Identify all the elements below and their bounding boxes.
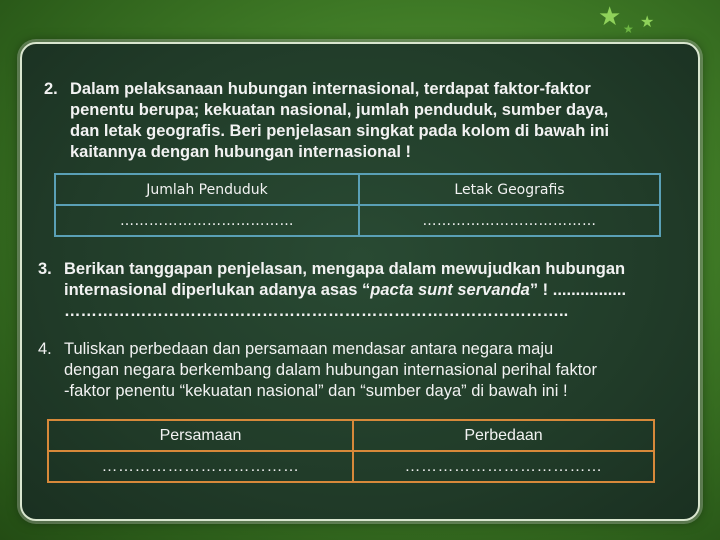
star-icon: ★	[598, 2, 622, 32]
question-line: kaitannya dengan hubungan internasional !	[70, 143, 412, 161]
question-line: Dalam pelaksanaan hubungan internasional, terdapat faktor-faktor	[70, 80, 591, 98]
question-line: -faktor penentu “kekuatan nasional” dan “sumber daya” di bawah ini !	[64, 382, 568, 400]
header-persamaan: Persamaan	[48, 420, 353, 451]
answer-cell-letak-geografis[interactable]: ………………………………	[359, 205, 660, 236]
star-icon: ★	[623, 22, 634, 36]
question-number: 3.	[38, 260, 52, 278]
question-2	[44, 79, 694, 163]
table-header-row	[48, 420, 654, 451]
answer-table-q4	[47, 419, 655, 483]
question-line: Tuliskan perbedaan dan persamaan mendasar antara negara maju	[64, 340, 554, 358]
question-line: dengan negara berkembang dalam hubungan internasional perihal faktor	[64, 361, 597, 379]
answer-line[interactable]: ………………………………………………………………………………..	[64, 302, 569, 320]
question-3	[38, 259, 698, 323]
header-letak-geografis: Letak Geografis	[359, 174, 660, 205]
answer-table-q2	[54, 173, 661, 237]
question-line	[64, 280, 626, 300]
question-4	[38, 339, 708, 403]
header-jumlah-penduduk: Jumlah Penduduk	[55, 174, 359, 205]
question-line: Berikan tanggapan penjelasan, mengapa dalam mewujudkan hubungan	[64, 260, 626, 278]
answer-cell-perbedaan[interactable]: ………………………………	[353, 451, 654, 482]
legal-term: pacta sunt servanda	[370, 281, 530, 299]
table-header-row	[55, 174, 660, 205]
question-line: dan letak geografis. Beri penjelasan singkat pada kolom di bawah ini	[70, 122, 610, 140]
answer-blank: ” ! ................	[529, 281, 627, 299]
star-icon: ★	[640, 12, 655, 31]
question-line: penentu berupa; kekuatan nasional, jumlah penduduk, sumber daya,	[70, 101, 609, 119]
table-row	[55, 205, 660, 236]
header-perbedaan: Perbedaan	[353, 420, 654, 451]
question-number: 2.	[44, 80, 58, 98]
answer-cell-jumlah-penduduk[interactable]: ………………………………	[55, 205, 359, 236]
answer-cell-persamaan[interactable]: ………………………………	[48, 451, 353, 482]
question-text: internasional diperlukan adanya asas “	[64, 281, 371, 299]
table-row	[48, 451, 654, 482]
question-number: 4.	[38, 340, 52, 358]
